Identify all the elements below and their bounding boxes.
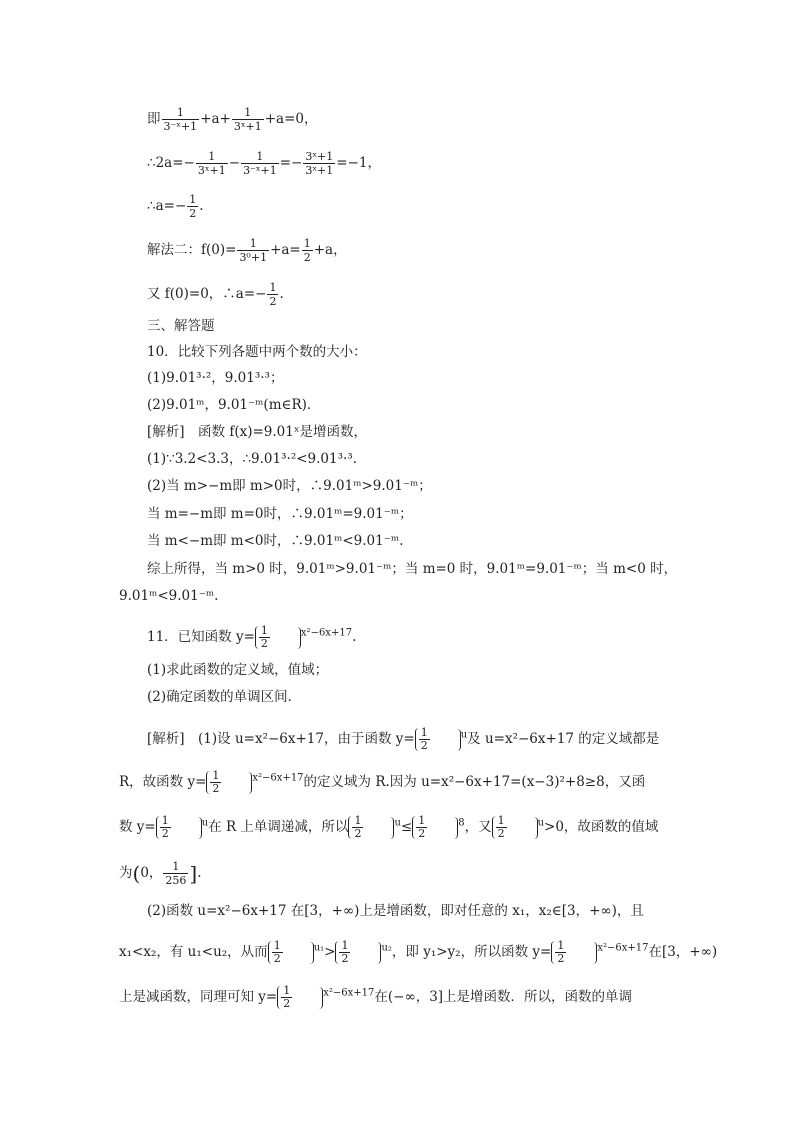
text: 11．已知函数 y= <box>147 629 255 645</box>
line-21 <box>119 770 645 795</box>
line-10: [解析] 函数 f(x)=9.01ˣ是增函数， <box>147 424 368 440</box>
text: +a， <box>313 242 347 258</box>
section-heading: 三、解答题 <box>147 318 215 334</box>
half-fraction: $\frac{1}{2}$ <box>551 940 566 965</box>
line-20 <box>147 727 659 752</box>
text: 的定义域为 R.因为 u=x²−6x+17=(x−3)²+8≥8，又函 <box>303 774 646 790</box>
exponent: u <box>460 729 468 741</box>
line-3 <box>147 193 204 220</box>
exponent: u <box>537 817 545 829</box>
text: 0， <box>140 865 163 881</box>
text: . <box>352 629 357 645</box>
text: R，故函数 y= <box>119 774 207 790</box>
exponent: x²−6x+17 <box>300 627 353 639</box>
text: ∴a=− <box>147 198 187 214</box>
text: +a=0， <box>264 111 318 127</box>
text: 上是减函数，同理可知 y= <box>119 989 278 1005</box>
exponent: x²−6x+17 <box>597 942 649 954</box>
text: . <box>197 865 202 881</box>
text: [解析] (1)设 u=x²−6x+17，由于函数 y= <box>147 731 415 747</box>
text: 解法二：f(0)= <box>147 242 237 258</box>
text: − <box>228 155 241 171</box>
text: ∴2a=− <box>147 155 195 171</box>
text: . <box>199 198 204 214</box>
text: ≤ <box>400 819 413 835</box>
text: 及 u=x²−6x+17 的定义域都是 <box>467 731 660 747</box>
question-10: 10．比较下列各题中两个数的大小： <box>147 344 367 360</box>
text: +a+ <box>200 111 231 127</box>
text: 在 R 上单调递减，所以 <box>208 819 349 835</box>
line-8: (1)9.01³·²，9.01³·³； <box>147 370 284 386</box>
text: . <box>279 286 284 302</box>
exponent: x²−6x+17 <box>323 987 375 999</box>
fraction: $\frac{1}{\text{3ˣ+1}}$ <box>197 150 226 177</box>
fraction: $\frac{1}{2}$ <box>303 237 311 264</box>
line-16: 9.01ᵐ<9.01⁻ᵐ. <box>119 588 219 604</box>
half-fraction: $\frac{1}{2}$ <box>277 985 292 1010</box>
fraction: $\frac{\text{3ˣ+1}}{\text{3ˣ+1}}$ <box>305 150 334 177</box>
line-14: 当 m<−m即 m<0时，∴9.01ᵐ<9.01⁻ᵐ. <box>147 533 404 549</box>
line-4 <box>147 237 347 264</box>
half-fraction: $\frac{1}{2}$ <box>335 940 350 965</box>
text: > <box>324 944 336 960</box>
line-18: (1)求此函数的定义域，值域； <box>147 662 329 678</box>
text: 即 <box>147 111 161 127</box>
fraction: $\frac{1}{\text{3⁻ˣ+1}}$ <box>163 106 198 133</box>
line-23: 为(0， $\frac{1}{256}$ ]. <box>119 860 202 887</box>
exponent: u <box>201 817 209 829</box>
half-fraction: $\frac{1}{2}$ <box>492 815 507 840</box>
half-fraction: $\frac{1}{2}$ <box>268 940 283 965</box>
fraction: $\frac{1}{256}$ <box>165 860 187 887</box>
line-2 <box>147 150 381 177</box>
line-5 <box>147 281 284 308</box>
line-25 <box>119 940 717 965</box>
text: x₁<x₂，有 u₁<u₂，从而 <box>119 944 268 960</box>
half-fraction: $\frac{1}{2}$ <box>412 815 427 840</box>
fraction: $\frac{1}{2}$ <box>269 281 277 308</box>
text: +a= <box>270 242 301 258</box>
line-19: (2)确定函数的单调区间． <box>147 689 302 705</box>
fraction: $\frac{1}{\text{3⁻ˣ+1}}$ <box>243 150 277 177</box>
text: 数 y= <box>119 819 156 835</box>
line-15: 综上所得，当 m>0 时，9.01ᵐ>9.01⁻ᵐ；当 m=0 时，9.01ᵐ=9.01⁻ᵐ；当 m<0 时， <box>147 561 678 577</box>
half-fraction: $\frac{1}{2}$ <box>415 727 430 752</box>
text: ，又 <box>464 819 492 835</box>
exponent: u <box>394 817 401 829</box>
fraction: $\frac{1}{2}$ <box>189 193 197 220</box>
exponent: u₁ <box>313 942 325 954</box>
half-fraction: $\frac{1}{2}$ <box>255 625 270 650</box>
line-13: 当 m=−m即 m=0时，∴9.01ᵐ=9.01⁻ᵐ； <box>147 506 413 522</box>
text: 为 <box>119 865 133 881</box>
text: =− <box>279 155 303 171</box>
fraction: $\frac{1}{\text{3ˣ+1}}$ <box>233 106 262 133</box>
text: =−1， <box>336 155 381 171</box>
half-fraction: $\frac{1}{2}$ <box>348 815 363 840</box>
text: >0，故函数的值域 <box>544 819 659 835</box>
line-11: (1)∵3.2<3.3，∴9.01³·²<9.01³·³. <box>147 451 358 467</box>
exponent: 8 <box>458 817 465 829</box>
line-26 <box>119 985 632 1010</box>
fraction: $\frac{1}{\text{3⁰+1}}$ <box>239 237 268 264</box>
exponent: u₂ <box>381 942 392 954</box>
text: 在(−∞，3]上是增函数．所以，函数的单调 <box>374 989 633 1005</box>
line-24: (2)函数 u=x²−6x+17 在[3，+∞)上是增函数，即对任意的 x₁，x₂∈[3，+∞)，且 <box>147 903 644 919</box>
line-12: (2)当 m>−m即 m>0时，∴9.01ᵐ>9.01⁻ᵐ； <box>147 478 432 494</box>
line-1 <box>147 106 318 133</box>
line-22 <box>119 815 658 840</box>
exponent: x²−6x+17 <box>252 772 304 784</box>
text: 在[3，+∞) <box>648 944 718 960</box>
question-11 <box>147 625 356 650</box>
half-fraction: $\frac{1}{2}$ <box>206 770 221 795</box>
text: 又 f(0)=0，∴a=− <box>147 286 267 302</box>
text: ，即 y₁>y₂，所以函数 y= <box>391 944 552 960</box>
half-fraction: $\frac{1}{2}$ <box>156 815 171 840</box>
line-9: (2)9.01ᵐ，9.01⁻ᵐ(m∈R)． <box>147 397 321 413</box>
